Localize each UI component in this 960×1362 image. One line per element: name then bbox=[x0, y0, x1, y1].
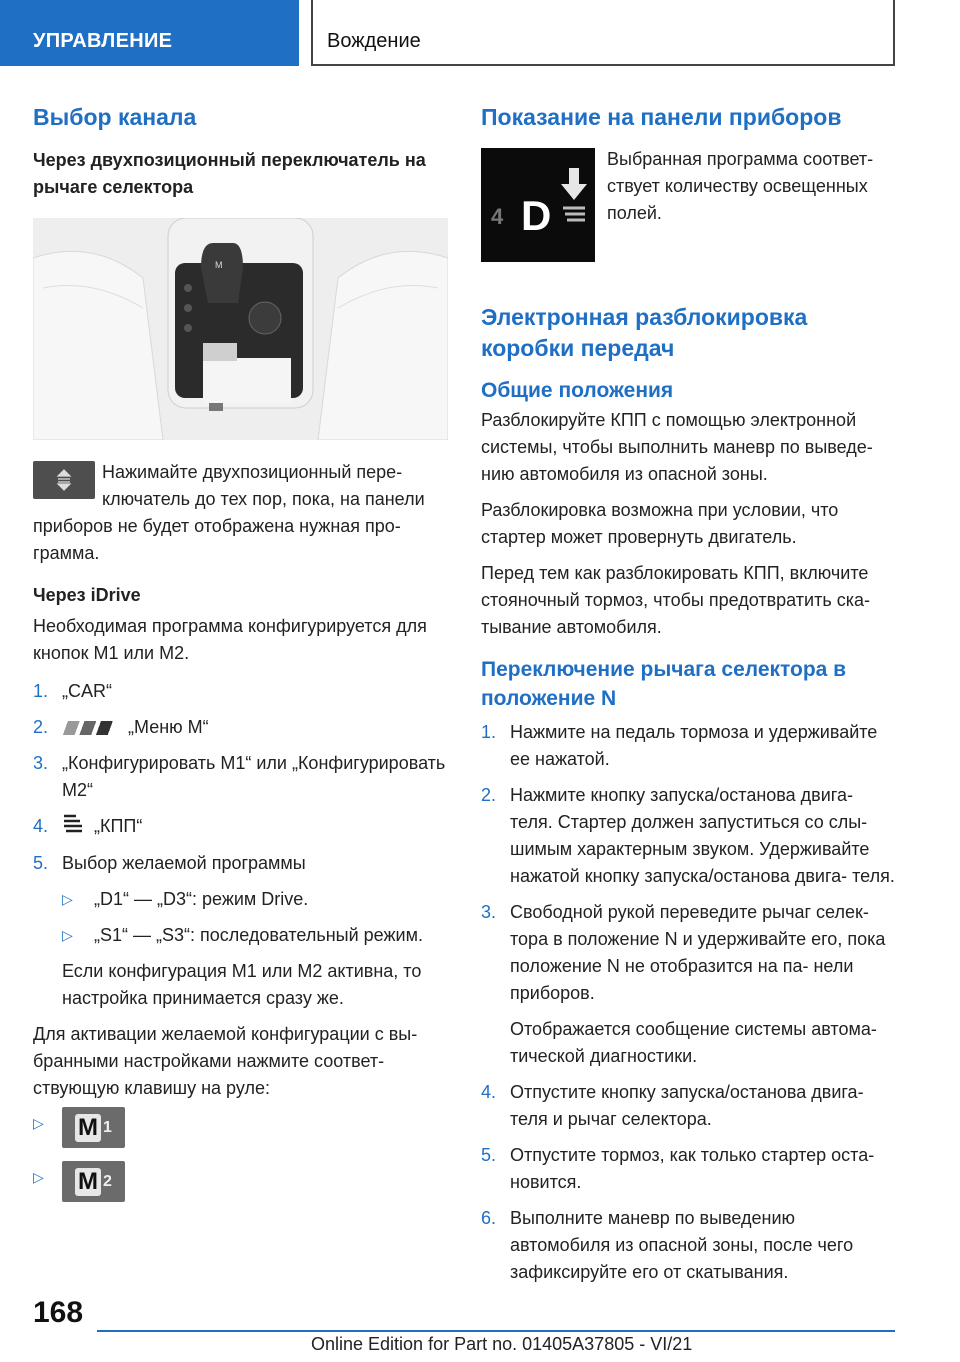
m1-letter: M bbox=[75, 1114, 101, 1142]
general-p3: Перед тем как разблокировать КПП, включите стояночный тормоз, чтобы предотвратить ска- тывание автомобиля. bbox=[481, 563, 870, 637]
activation-text: Для активации желаемой конфигурации с вы- бранными настройками нажмите соответ- ствующую клавишу на руле: bbox=[33, 1024, 418, 1099]
step-number: 3. bbox=[481, 902, 497, 922]
edition-note: Online Edition for Part no. 01405A37805 - VI/21 bbox=[311, 1334, 693, 1354]
step-number: 6. bbox=[481, 1208, 497, 1228]
footer-divider bbox=[97, 1330, 895, 1332]
list-item bbox=[33, 678, 448, 705]
step-number: 1. bbox=[481, 722, 497, 742]
step-number: 5. bbox=[33, 853, 49, 874]
step-text: Выполните маневр по выведению автомобиля из опасной зоны, после чего зафиксируйте его от скатывания. bbox=[510, 1208, 854, 1282]
m1-button-row bbox=[33, 1107, 448, 1149]
list-item bbox=[33, 750, 448, 804]
step-number: 4. bbox=[33, 816, 49, 836]
display-text: Выбранная программа соответ- ствует количеству освещенных полей. bbox=[607, 149, 874, 223]
bullet-triangle-icon: ▷ bbox=[33, 1169, 44, 1186]
down-arrow-icon bbox=[559, 168, 589, 226]
list-item bbox=[481, 1142, 896, 1196]
section-title-unlock: Электронная разблокировка коробки передач bbox=[481, 304, 808, 361]
step-number: 4. bbox=[481, 1082, 497, 1102]
step-number: 2. bbox=[33, 717, 49, 737]
paddle-hint-line2: ключатель до тех пор, пока, на панели bbox=[102, 489, 425, 509]
list-item bbox=[33, 850, 448, 877]
bullet-item bbox=[33, 922, 448, 949]
bullet-triangle-icon: ▷ bbox=[62, 927, 73, 944]
step-text: Выбор желаемой программы bbox=[62, 853, 306, 874]
step-text: „CAR“ bbox=[62, 681, 112, 701]
left-column bbox=[33, 100, 448, 1203]
m2-letter: M bbox=[75, 1168, 101, 1196]
subsection-title-general: Общие положения bbox=[481, 379, 674, 402]
page-number: 168 bbox=[33, 1296, 84, 1329]
list-item bbox=[481, 899, 896, 1070]
m2-button-row bbox=[33, 1161, 448, 1203]
bullet-triangle-icon: ▷ bbox=[33, 1115, 44, 1132]
gear-letter: D bbox=[521, 192, 552, 239]
step-number: 3. bbox=[33, 753, 49, 773]
general-p1: Разблокируйте КПП с помощью электронной системы, чтобы выполнить маневр по выведе- нию автомобиля из опасной зоны. bbox=[481, 410, 873, 484]
step-text: Нажмите на педаль тормоза и удерживайте ее нажатой. bbox=[510, 722, 878, 769]
list-item bbox=[33, 714, 448, 741]
gear-selector-photo bbox=[33, 218, 448, 440]
step-number: 1. bbox=[33, 681, 49, 701]
idrive-text: Необходимая программа конфигурируется для кнопок M1 или M2. bbox=[33, 616, 427, 663]
section-title-channel: Выбор канала bbox=[33, 104, 197, 130]
svg-text:M: M bbox=[215, 260, 223, 270]
subsection-title-idrive: Через iDrive bbox=[33, 585, 141, 605]
paddle-switch-icon bbox=[33, 461, 95, 499]
transmission-icon bbox=[62, 813, 84, 841]
subsection-title-switch-n: Переключение рычага селектора в положение N bbox=[481, 658, 847, 710]
page-header bbox=[0, 0, 960, 66]
paddle-hint-rest: приборов не будет отображена нужная про- грамма. bbox=[33, 516, 401, 563]
m2-number: 2 bbox=[103, 1172, 112, 1190]
drive-mode-display-icon bbox=[481, 148, 595, 262]
step-text: „Меню M“ bbox=[128, 717, 209, 737]
step-number: 2. bbox=[481, 785, 497, 805]
bullet-text: „S1“ — „S3“: последовательный режим. bbox=[94, 925, 423, 946]
step-text: „Конфигурировать M1“ или „Конфигурировать M2“ bbox=[62, 753, 446, 800]
step-text: „КПП“ bbox=[94, 816, 143, 836]
bullet-text: „D1“ — „D3“: режим Drive. bbox=[94, 889, 309, 910]
step3-note: Отображается сообщение системы автома- тической диагностики. bbox=[510, 1019, 877, 1066]
center-console-illustration bbox=[33, 218, 448, 440]
list-item bbox=[481, 782, 896, 890]
chapter-title: Вождение bbox=[311, 0, 895, 66]
bullet-item bbox=[33, 886, 448, 913]
subsection-title-paddle: Через двухпозиционный переключатель на рычаге селектора bbox=[33, 150, 426, 197]
step-text: Отпустите тормоз, как только стартер оста- новится. bbox=[510, 1145, 875, 1192]
paddle-hint bbox=[33, 459, 448, 563]
list-item bbox=[481, 719, 896, 773]
paddle-hint-line1: Нажимайте двухпозиционный пере- bbox=[102, 462, 403, 482]
list-item bbox=[481, 1079, 896, 1133]
right-column bbox=[481, 100, 896, 1286]
general-p2: Разблокировка возможна при условии, что стартер может провернуть двигатель. bbox=[481, 500, 839, 547]
step-text: Отпустите кнопку запуска/останова двига- теля и рычаг селектора. bbox=[510, 1082, 864, 1129]
m1-number: 1 bbox=[103, 1118, 112, 1136]
switch-steps bbox=[481, 719, 896, 1286]
section-title-display: Показание на панели приборов bbox=[481, 104, 842, 130]
bullet-triangle-icon: ▷ bbox=[62, 891, 73, 908]
gear-number: 4 bbox=[491, 204, 504, 229]
list-item bbox=[481, 1205, 896, 1286]
list-item bbox=[33, 813, 448, 841]
step-text: Нажмите кнопку запуска/останова двига- теля. Стартер должен запуститься со слы- шимым характерным звуком. Удерживайте нажатой кнопку запуска/останова двига- теля. bbox=[510, 785, 895, 886]
m1-key-icon bbox=[62, 1107, 125, 1148]
m-menu-icon bbox=[62, 721, 116, 735]
step-number: 5. bbox=[481, 1145, 497, 1165]
bullet-note: Если конфигурация M1 или M2 активна, то настройка принимается сразу же. bbox=[62, 961, 422, 1009]
section-tab: УПРАВЛЕНИЕ bbox=[0, 0, 299, 66]
display-block bbox=[481, 146, 896, 276]
m2-key-icon bbox=[62, 1161, 125, 1202]
step-text: Свободной рукой переведите рычаг селек- тора в положение N и удерживайте его, пока положение N не отобразится на па- нели приборов. bbox=[510, 902, 886, 1003]
idrive-steps bbox=[33, 678, 448, 877]
